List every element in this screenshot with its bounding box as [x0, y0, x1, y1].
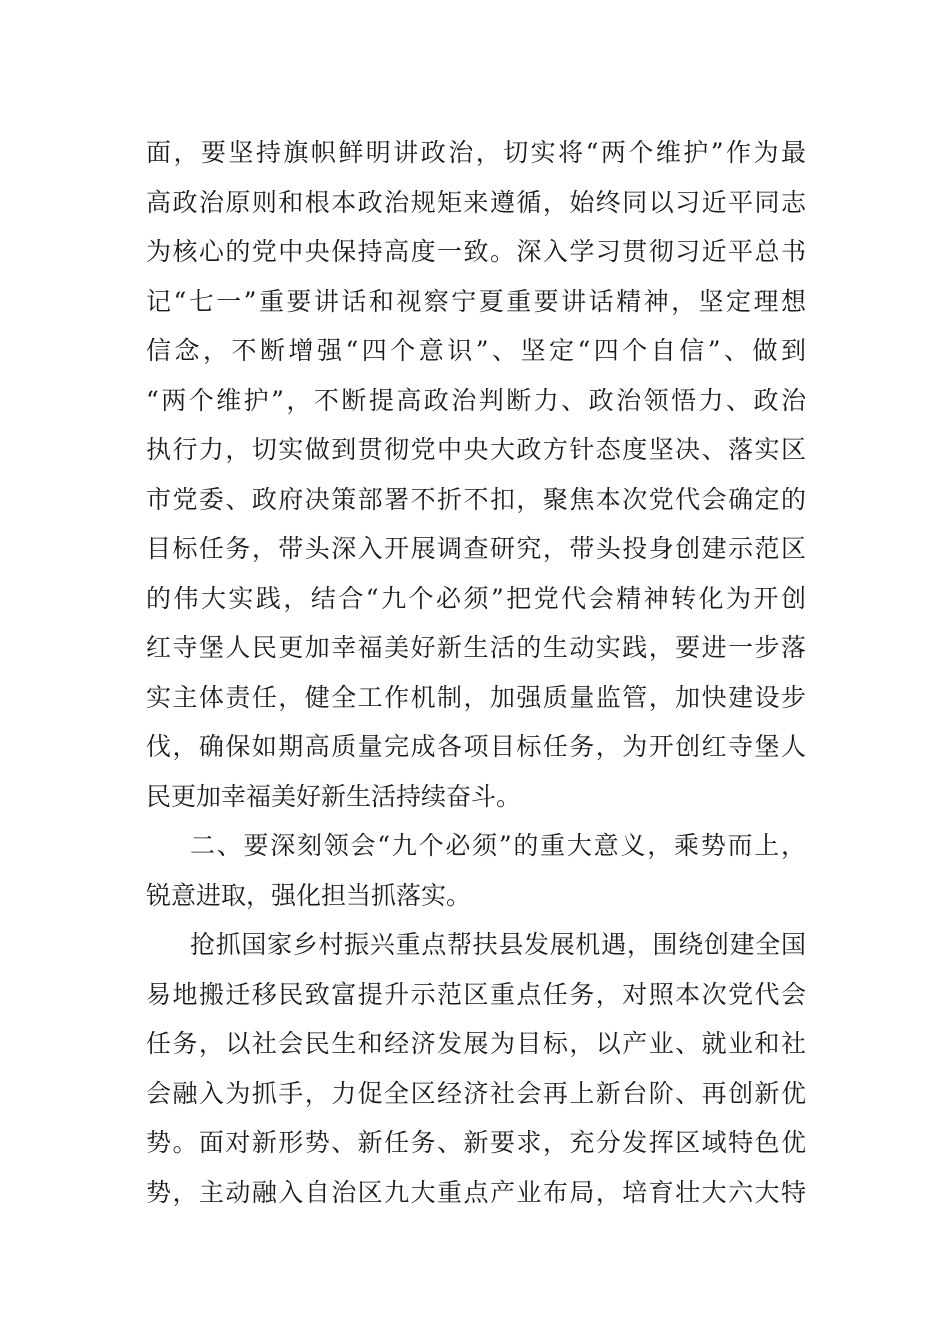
text-line: 会融入为抓手，力促全区经济社会再上新台阶、再创新优 [146, 1078, 806, 1108]
text-line: 民更加幸福美好新生活持续奋斗。 [146, 781, 522, 811]
document-body [146, 128, 806, 1217]
text-line: 记“七一”重要讲话和视察宁夏重要讲话精神，坚定理想 [146, 286, 806, 316]
text-line: 任务，以社会民生和经济发展为目标，以产业、就业和社 [146, 1029, 806, 1058]
paragraph-3 [146, 920, 806, 1217]
text-line: 面，要坚持旗帜鲜明讲政治，切实将“两个维护”作为最 [146, 138, 806, 167]
text-line: 势。面对新形势、新任务、新要求，充分发挥区域特色优 [146, 1128, 806, 1157]
text-line: 高政治原则和根本政治规矩来遵循，始终同以习近平同志 [146, 187, 806, 217]
text-line: “两个维护”，不断提高政治判断力、政治领悟力、政治 [146, 385, 806, 415]
heading-line: 锐意进取，强化担当抓落实。 [146, 880, 472, 910]
paragraph-1 [146, 128, 806, 821]
heading-line: 二、要深刻领会“九个必须”的重大意义，乘势而上， [190, 831, 806, 860]
paragraph-2-heading [146, 821, 806, 920]
text-line: 目标任务，带头深入开展调查研究，带头投身创建示范区 [146, 534, 806, 563]
text-line: 红寺堡人民更加幸福美好新生活的生动实践，要进一步落 [146, 633, 806, 662]
text-line: 势，主动融入自治区九大重点产业布局，培育壮大六大特 [146, 1177, 806, 1207]
text-line: 为核心的党中央保持高度一致。深入学习贯彻习近平总书 [146, 237, 806, 266]
text-line: 执行力，切实做到贯彻党中央大政方针态度坚决、落实区 [146, 435, 806, 464]
text-line: 的伟大实践，结合“九个必须”把党代会精神转化为开创 [146, 583, 806, 613]
text-line: 抢抓国家乡村振兴重点帮扶县发展机遇，围绕创建全国 [190, 930, 806, 959]
text-line: 实主体责任，健全工作机制，加强质量监管，加快建设步 [146, 682, 806, 712]
text-line: 易地搬迁移民致富提升示范区重点任务，对照本次党代会 [146, 979, 806, 1009]
text-line: 市党委、政府决策部署不折不扣，聚焦本次党代会确定的 [146, 484, 806, 514]
text-line: 信念，不断增强“四个意识”、坚定“四个自信”、做到 [146, 336, 806, 365]
text-line: 伐，确保如期高质量完成各项目标任务，为开创红寺堡人 [146, 732, 806, 761]
